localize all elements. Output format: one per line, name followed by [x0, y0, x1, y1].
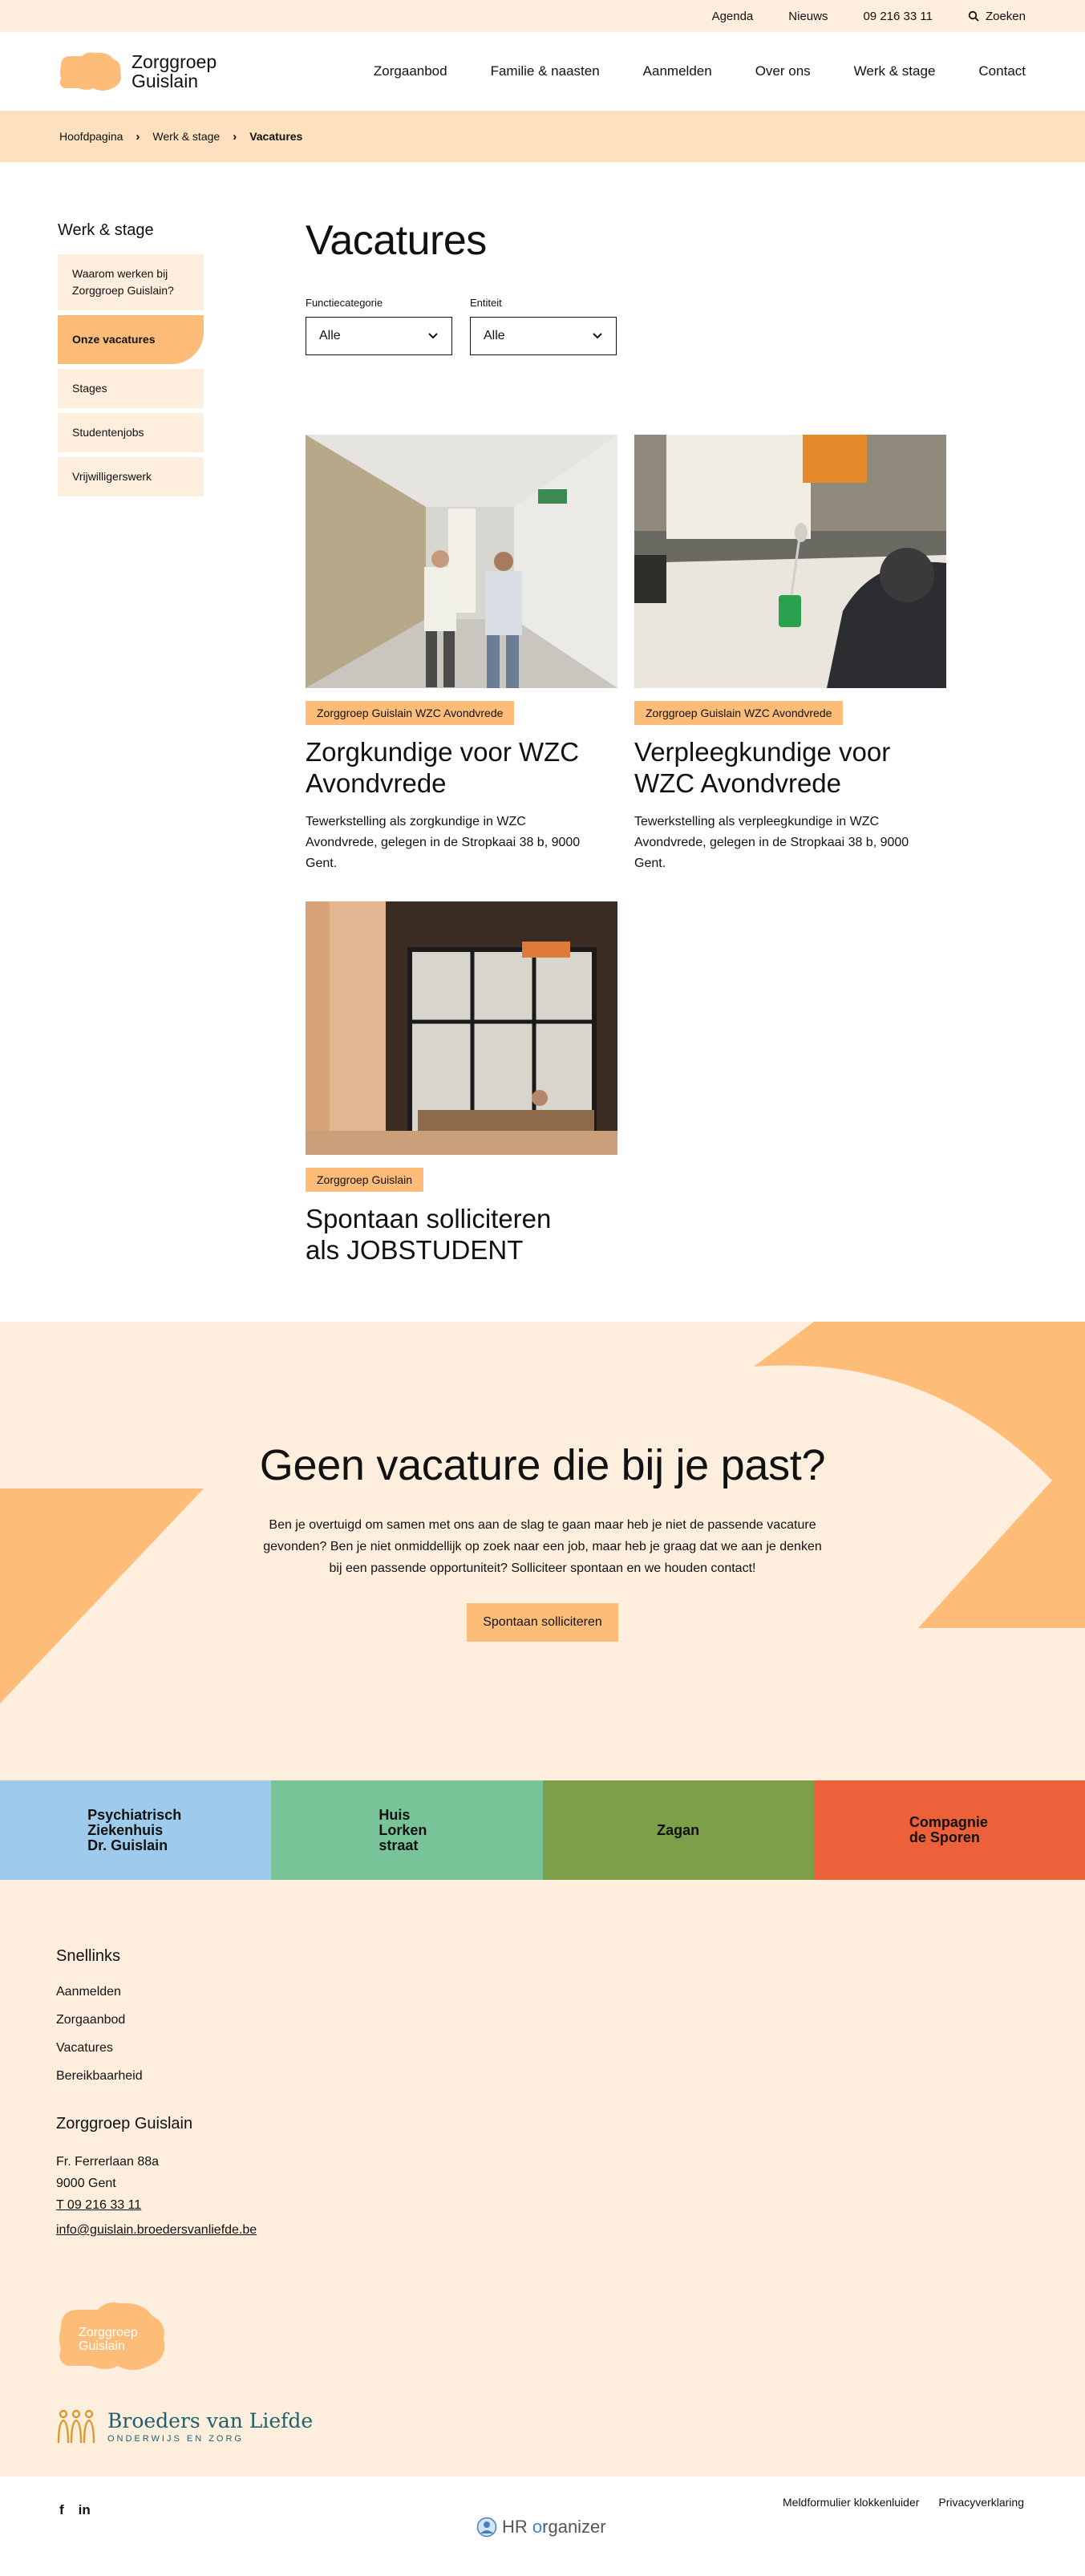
- filter-label: Entiteit: [470, 297, 502, 309]
- site-logo[interactable]: [58, 50, 217, 93]
- snellinks-title: Snellinks: [56, 1947, 121, 1965]
- hr-organizer-logo[interactable]: [476, 2517, 606, 2538]
- hro-part-a: HR: [502, 2517, 532, 2537]
- bvl-name: Broeders van Liefde: [107, 2408, 314, 2432]
- partner-strip: [0, 1780, 1085, 1880]
- footer-email-link[interactable]: info@guislain.broedersvanliefde.be: [56, 2223, 257, 2237]
- bvl-figures-icon: [56, 2408, 96, 2444]
- vacancy-title: Spontaan solliciteren als JOBSTUDENT: [306, 1204, 552, 1265]
- search-link[interactable]: Zoeken: [968, 10, 1026, 23]
- org-title: Zorggroep Guislain: [56, 2115, 193, 2132]
- vacancy-card[interactable]: [306, 901, 617, 1266]
- sidebar-item-studentenjobs[interactable]: Studentenjobs: [58, 413, 204, 452]
- partner-zagan[interactable]: Zagan: [543, 1780, 814, 1880]
- site-header: [0, 32, 1085, 111]
- logo-line-2: Guislain: [132, 71, 199, 91]
- nav-contact[interactable]: Contact: [978, 63, 1026, 79]
- sidebar-item-vrijwilligerswerk[interactable]: Vrijwilligerswerk: [58, 457, 204, 496]
- vacancy-photo-hallway: [306, 435, 617, 688]
- breadcrumb-home[interactable]: Hoofdpagina: [59, 130, 123, 143]
- footer-link-aanmelden[interactable]: Aanmelden: [56, 1985, 121, 1999]
- vacancy-tag: Zorggroep Guislain WZC Avondvrede: [634, 701, 843, 725]
- filter-entiteit: [470, 297, 617, 355]
- cta-text: Ben je overtuigd om samen met ons aan de slag te gaan maar heb je niet de passende vacature gevonden? Ben je niet onmiddellijk op zoek naar een job, maar heb je graag dat we aan je denken bij een passende opportuniteit? Solliciteer spontaan en we houden contact!: [263, 1518, 822, 1575]
- nav-familie[interactable]: Familie & naasten: [490, 63, 600, 79]
- sidebar-title: Werk & stage: [58, 221, 154, 239]
- hro-part-b: o: [532, 2517, 543, 2537]
- footer-phone-link[interactable]: T 09 216 33 11: [56, 2198, 142, 2212]
- logo-mark-icon: [58, 50, 123, 93]
- sidebar-item-waarom[interactable]: Waarom werken bij Zorggroep Guislain?: [58, 254, 204, 310]
- select-value: Alle: [319, 329, 341, 342]
- sidebar-item-vacatures[interactable]: Onze vacatures: [58, 315, 204, 364]
- nieuws-link[interactable]: Nieuws: [788, 9, 828, 23]
- search-icon: [968, 10, 979, 22]
- facebook-icon[interactable]: f: [59, 2502, 64, 2517]
- vacancy-title: Zorgkundige voor WZC Avondvrede: [306, 737, 580, 798]
- footer-logo-line-1: Zorggroep: [79, 2326, 138, 2339]
- select-value: Alle: [484, 329, 505, 342]
- vacancy-photo-table: [634, 435, 946, 688]
- footer-link-bereikbaarheid[interactable]: Bereikbaarheid: [56, 2069, 143, 2083]
- chevron-right-icon: ›: [136, 129, 140, 144]
- sidebar: [58, 221, 204, 501]
- bottom-bar: [0, 2477, 1085, 2576]
- nav-aanmelden[interactable]: Aanmelden: [642, 63, 712, 79]
- filter-label: Functiecategorie: [306, 297, 383, 309]
- vacancy-description: Tewerkstelling als verpleegkundige in WZC Avondvrede, gelegen in de Stropkaai 38 b, 9000 Gent.: [634, 815, 909, 870]
- footer-link-vacatures[interactable]: Vacatures: [56, 2041, 113, 2055]
- vacancy-tag: Zorggroep Guislain: [306, 1168, 423, 1192]
- snellinks-list: [56, 1985, 1085, 2084]
- vacancy-tag: Zorggroep Guislain WZC Avondvrede: [306, 701, 514, 725]
- filter-functiecategorie: [306, 297, 452, 355]
- nav-werk-stage[interactable]: Werk & stage: [853, 63, 936, 79]
- cta-title: Geen vacature die bij je past?: [259, 1441, 826, 1489]
- chevron-right-icon: ›: [233, 129, 237, 144]
- social-links: [59, 2502, 91, 2518]
- nav-over-ons[interactable]: Over ons: [755, 63, 811, 79]
- hro-part-c: rganizer: [542, 2517, 606, 2537]
- bvl-subtitle: ONDERWIJS EN ZORG: [107, 2433, 244, 2444]
- address: [56, 2151, 1085, 2241]
- vacancy-photo-office: [306, 901, 617, 1155]
- breadcrumb-current: Vacatures: [249, 130, 303, 143]
- page-title: Vacatures: [306, 217, 487, 264]
- breadcrumb: [0, 111, 1085, 162]
- linkedin-icon[interactable]: in: [78, 2502, 91, 2517]
- breadcrumb-werk-stage[interactable]: Werk & stage: [152, 130, 221, 143]
- site-footer: [0, 1880, 1085, 2477]
- privacy-link[interactable]: Privacyverklaring: [938, 2496, 1024, 2509]
- spontaan-solliciteren-button[interactable]: Spontaan solliciteren: [467, 1603, 618, 1642]
- vacancy-title: Verpleegkundige voor WZC Avondvrede: [634, 737, 891, 798]
- footer-logo-line-2: Guislain: [79, 2339, 125, 2353]
- partner-pz-guislain[interactable]: Psychiatrisch Ziekenhuis Dr. Guislain: [0, 1780, 271, 1880]
- address-city: 9000 Gent: [56, 2177, 116, 2190]
- vacancy-description: Tewerkstelling als zorgkundige in WZC Avondvrede, gelegen in de Stropkaai 38 b, 9000 Gent.: [306, 815, 581, 870]
- logo-line-1: Zorggroep: [132, 51, 217, 72]
- chevron-down-icon: [592, 332, 603, 340]
- footer-logo: [56, 2299, 168, 2376]
- address-street: Fr. Ferrerlaan 88a: [56, 2155, 160, 2169]
- entiteit-select[interactable]: [470, 317, 617, 355]
- broeders-van-liefde-logo: [56, 2408, 1085, 2444]
- partner-huis-lorkenstraat[interactable]: Huis Lorken straat: [271, 1780, 542, 1880]
- main-nav: [374, 63, 1026, 79]
- partner-compagnie-de-sporen[interactable]: Compagnie de Sporen: [814, 1780, 1085, 1880]
- utility-bar: [0, 0, 1085, 32]
- functiecategorie-select[interactable]: [306, 317, 452, 355]
- vacancy-card[interactable]: [306, 435, 617, 874]
- cta-section: [0, 1322, 1085, 1780]
- sidebar-item-stages[interactable]: Stages: [58, 369, 204, 408]
- chevron-down-icon: [427, 332, 439, 340]
- hr-organizer-icon: [476, 2517, 497, 2538]
- vacatures-header: [306, 217, 617, 355]
- footer-link-zorgaanbod[interactable]: Zorgaanbod: [56, 2013, 126, 2027]
- phone-link[interactable]: 09 216 33 11: [863, 9, 933, 23]
- filters: [306, 297, 617, 355]
- nav-zorgaanbod[interactable]: Zorgaanbod: [373, 63, 447, 79]
- legal-links: [783, 2496, 1024, 2509]
- main-content: [0, 162, 1085, 1322]
- agenda-link[interactable]: Agenda: [711, 9, 754, 23]
- vacancy-card[interactable]: [634, 435, 946, 874]
- meldformulier-link[interactable]: Meldformulier klokkenluider: [783, 2496, 920, 2509]
